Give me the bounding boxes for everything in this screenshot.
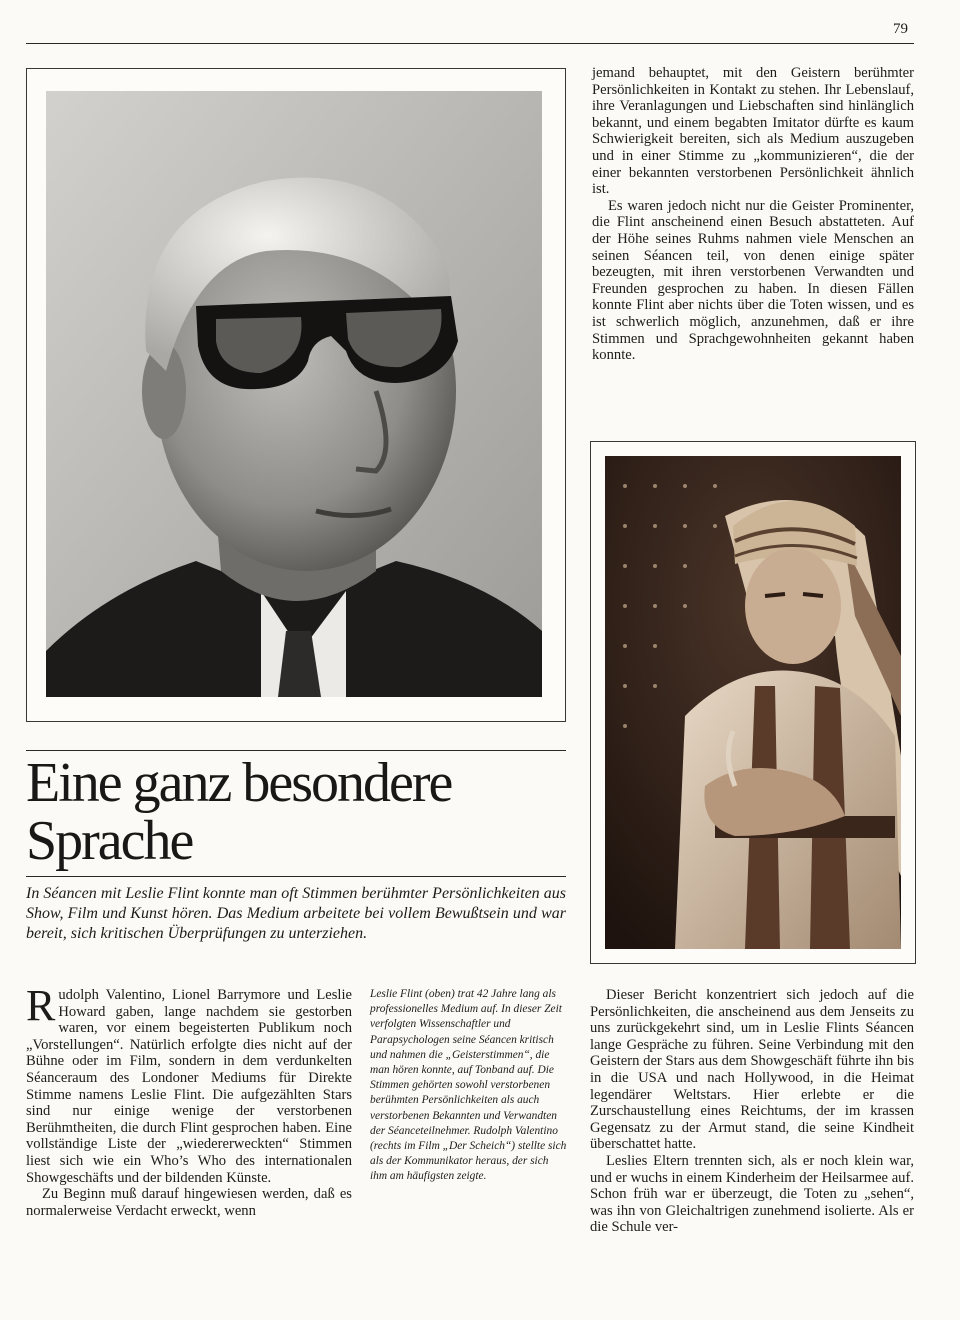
portrait-photo-frame xyxy=(26,68,566,722)
headline-rule-bottom xyxy=(26,876,566,877)
valentino-photo-frame xyxy=(590,441,916,964)
right-bottom-paragraph-2: Leslies Eltern trennten sich, als er noch klein war, und er wuchs in einem Kinderheim der Heilsarmee auf. Schon früh war er überzeugt, die Toten zu „sehen“, was ihn von Gleichaltrigen zunehmend isolierte. Als er die Schule ver- xyxy=(590,1152,914,1236)
top-rule xyxy=(26,43,914,44)
lead-paragraph: In Séancen mit Leslie Flint konnte man oft Stimmen berühmter Persönlichkeiten aus Show, Film und Kunst hören. Das Medium arbeitete bei vollem Bewußtsein und war bereit, sich kritischen Überprüfungen zu unterziehen. xyxy=(26,885,566,942)
right-top-paragraph-1: jemand behauptet, mit den Geistern berühmter Persönlichkeiten in Kontakt zu stehen. Ihr Lebenslauf, ihre Veranlagungen und Liebschaften sind hinlänglich bekannt, und einem begabten Imitator dürfte es kaum Schwierigkeit bereiten, sich als Medium auszugeben und in einer Stimme zu „kommunizieren“, die der einer bekannten verstorbenen Persönlichkeit ähnlich ist. xyxy=(592,65,914,198)
page-number: 79 xyxy=(893,21,908,37)
article-headline xyxy=(26,754,566,870)
right-bottom-paragraph-1: Dieser Bericht konzentriert sich jedoch auf die Persönlichkeiten, die anscheinend aus dem Jenseits zu uns zurückgekehrt sind, um in Leslie Flints Séancen lange Gespräche zu führen. Seine Verbindung mit den Geistern der Stars aus dem Showgeschäft führte ihn bis in die USA und nach Hollywood, in die Heimat legendärer Weltstars. Hier erlebte er die Zurschaustellung eines Reichtums, der im krassen Gegensatz zu der Armut stand, die seine Kindheit überschattet hatte. xyxy=(590,987,914,1153)
headline-line-2: Sprache xyxy=(26,810,193,872)
dropcap: R xyxy=(26,981,56,1030)
left-paragraph-1: udolph Valentino, Lionel Barrymore und Leslie Howard gaben, lange nachdem sie gestorben waren, vor einem begeisterten Publikum noch „Vorstellungen“. Natürlich erfolgte dies nicht auf der Bühne oder im Film, sondern in dem verdunkelten Séanceraum des Londoner Mediums für Direkte Stimme namens Leslie Flint. Die aufgezählten Stars sind nur einige wenige der verstorbenen Berühmtheiten, die durch Flint gesprochen haben. Eine vollständige Liste der „wiedererweckten“ Stimmen liest sich wie ein Who’s Who des internationalen Showgeschäfts und der bildenden Künste. xyxy=(26,987,352,1186)
left-column-text xyxy=(26,981,352,1219)
right-column-bottom-text xyxy=(590,987,914,1236)
headline-line-1: Eine ganz besondere xyxy=(26,752,452,814)
headline-rule-top xyxy=(26,750,566,751)
portrait-photo xyxy=(46,91,542,697)
valentino-photo xyxy=(605,456,901,949)
photo-caption: Leslie Flint (oben) trat 42 Jahre lang als professionelles Medium auf. In dieser Zeit verfolgten Wissenschaftler und Parapsychologen seine Séancen kritisch und nahmen die „Geisterstimmen“, die man hören konnte, auf Tonband auf. Die Stimmen gehörten sowohl verstorbenen berühmten Persönlichkeiten als auch verstorbenen Bekannten und Verwandten der Séanceteilnehmer. Rudolph Valentino (rechts im Film „Der Scheich“) stellte sich als der Kommunikator heraus, der sich ihm am häufigsten zeigte. xyxy=(370,988,567,1183)
left-paragraph-2: Zu Beginn muß darauf hingewiesen werden, daß es normalerweise Verdacht erweckt, wenn xyxy=(26,1186,352,1219)
right-top-paragraph-2: Es waren jedoch nicht nur die Geister Prominenter, die Flint anscheinend einen Besuch abstatteten. Auf der Höhe seines Ruhms nahmen viele Menschen an seinen Séancen teil, von denen einige später bezeugten, mit ihren verstorbenen Verwandten und Freunden gesprochen zu haben. In diesen Fällen konnte Flint aber nichts über die Toten wissen, und es ist schwerlich möglich, anzunehmen, daß er ihre Stimmen und Sprachgewohnheiten gekannt haben konnte. xyxy=(592,197,914,364)
right-column-top-text xyxy=(592,65,914,364)
